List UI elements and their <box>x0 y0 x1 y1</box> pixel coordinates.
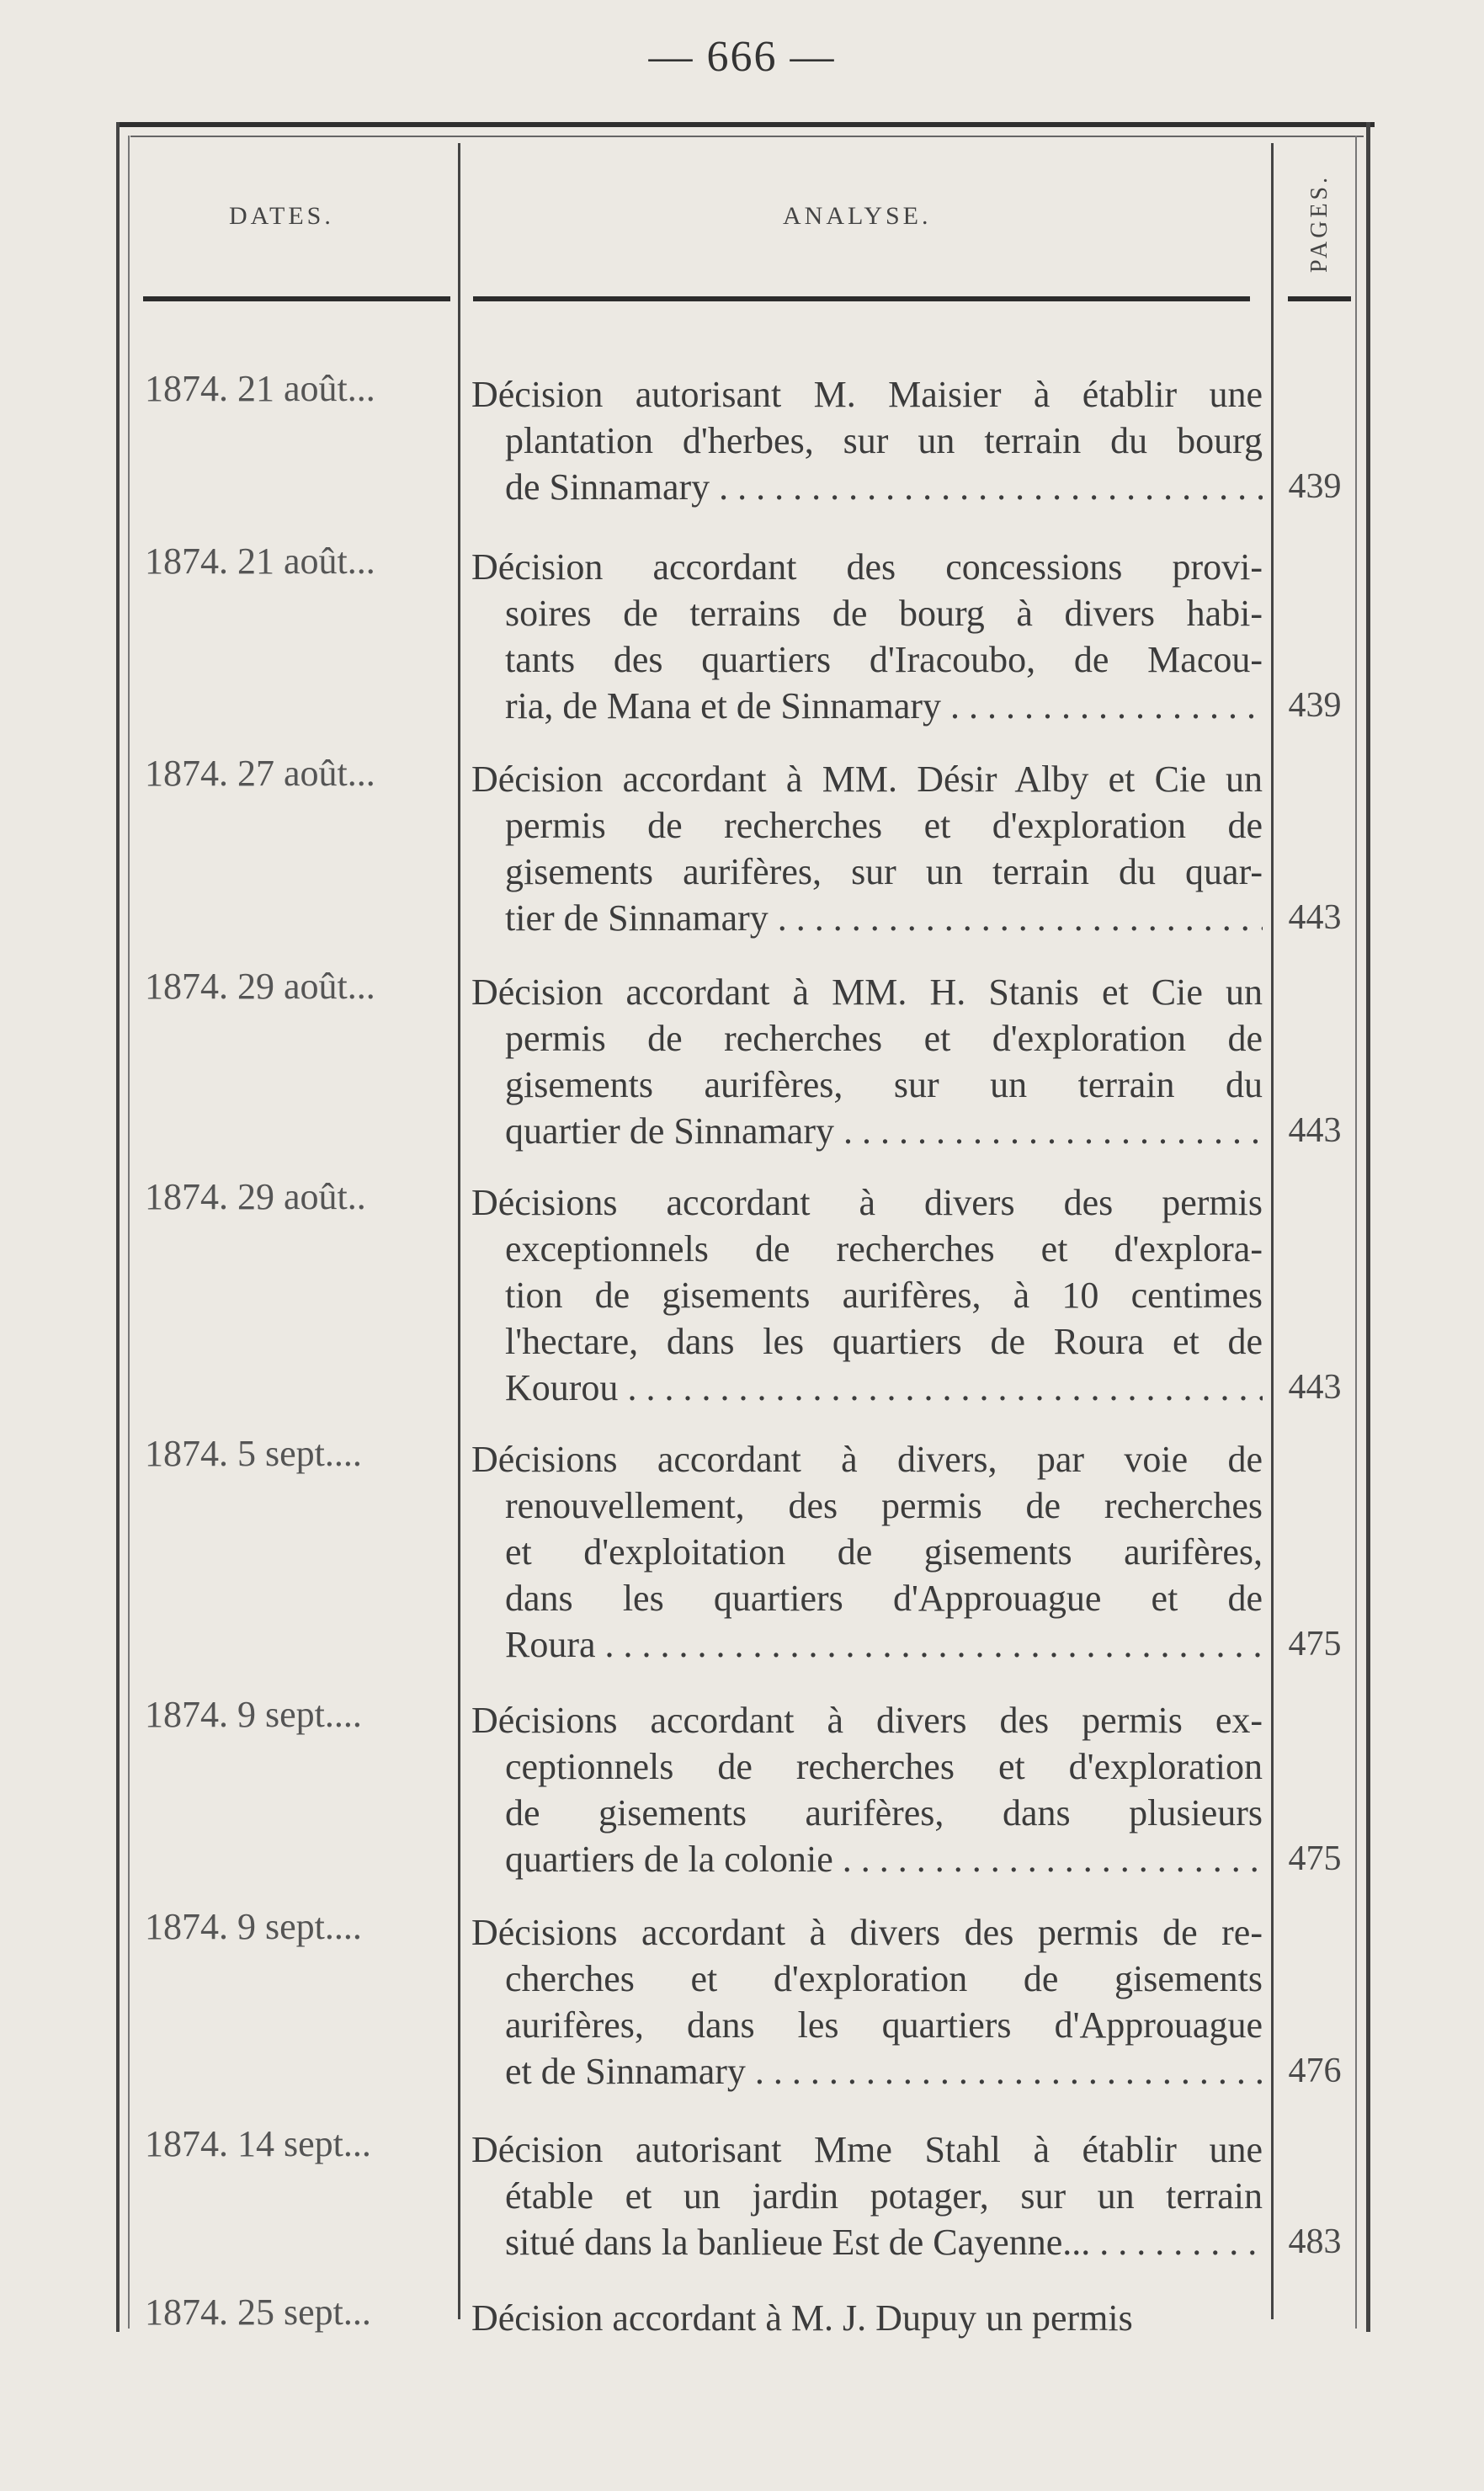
entry-date: 1874. 27 août... <box>145 753 375 794</box>
entry-analysis <box>471 969 1263 1154</box>
analysis-line: soires de terrains de bourg à divers habi- <box>505 593 1263 634</box>
entry-analysis <box>471 544 1263 729</box>
analysis-line: Décision accordant à M. J. Dupuy un permis <box>471 2297 1133 2339</box>
frame-left-rule <box>116 122 120 2332</box>
analysis-line: Décision autorisant Mme Stahl à établir une <box>471 2129 1263 2170</box>
entry-page-number: 475 <box>1288 1625 1342 1663</box>
header-analyse: ANALYSE. <box>783 202 932 230</box>
entry-analysis <box>471 756 1263 941</box>
analysis-line: étable et un jardin potager, sur un terrain <box>505 2175 1263 2217</box>
analysis-line: Décision accordant des concessions provi- <box>471 546 1263 588</box>
entry-date: 1874. 9 sept.... <box>145 1906 362 1947</box>
frame-right-rule <box>1366 122 1370 2332</box>
analysis-line: tion de gisements aurifères, à 10 centimes <box>505 1275 1263 1316</box>
analysis-line: l'hectare, dans les quartiers de Roura et de <box>505 1321 1263 1362</box>
analysis-line: Décisions accordant à divers des permis <box>471 1182 1263 1223</box>
entry-page-number: 443 <box>1288 898 1342 937</box>
analysis-line: permis de recherches et d'exploration de <box>505 805 1263 846</box>
analysis-line: permis de recherches et d'exploration de <box>505 1018 1263 1059</box>
analysis-line: cherches et d'exploration de gisements <box>505 1958 1263 1999</box>
analysis-line: ceptionnels de recherches et d'exploration <box>505 1746 1263 1787</box>
analysis-line: tier de Sinnamary . . . <box>471 895 1263 941</box>
analysis-line: Décisions accordant à divers des permis de re- <box>471 1912 1263 1953</box>
analysis-line: de gisements aurifères, dans plusieurs <box>505 1792 1263 1834</box>
entry-date: 1874. 21 août... <box>145 540 375 582</box>
analysis-line: Décisions accordant à divers, par voie de <box>471 1439 1263 1480</box>
frame-inner-left-rule <box>128 136 130 2329</box>
frame-top-rule <box>116 122 1375 127</box>
entry-page-number: 443 <box>1288 1368 1342 1407</box>
entry-date: 1874. 21 août... <box>145 368 375 409</box>
analysis-line: aurifères, dans les quartiers d'Approuague <box>505 2004 1263 2046</box>
column-divider-pages <box>1271 143 1274 2319</box>
analysis-line: Décisions accordant à divers des permis ex- <box>471 1700 1263 1741</box>
column-divider-dates <box>458 143 460 2319</box>
frame-inner-top-rule <box>130 136 1364 137</box>
entry-page-number: 439 <box>1288 467 1342 506</box>
entry-date: 1874. 5 sept.... <box>145 1433 362 1474</box>
analysis-line: gisements aurifères, sur un terrain du <box>505 1064 1263 1105</box>
header-pages: PAGES. <box>1306 173 1332 273</box>
frame-inner-right-rule <box>1355 136 1357 2329</box>
analysis-line: Décision accordant à MM. Désir Alby et Cie un <box>471 758 1263 800</box>
entry-date: 1874. 29 août.. <box>145 1176 366 1217</box>
entry-analysis <box>471 371 1263 510</box>
entry-page-number: 475 <box>1288 1839 1342 1878</box>
analysis-line: quartiers de la colonie . . . <box>471 1836 1263 1882</box>
analysis-line: Décision autorisant M. Maisier à établir une <box>471 374 1263 415</box>
entry-page-number: 476 <box>1288 2052 1342 2090</box>
entry-analysis <box>471 1909 1263 2094</box>
analysis-line: et d'exploitation de gisements aurifères, <box>505 1531 1263 1573</box>
analysis-line: Roura . . . <box>471 1621 1263 1668</box>
analysis-line: exceptionnels de recherches et d'explora- <box>505 1228 1263 1269</box>
analysis-line: et de Sinnamary . . . <box>471 2048 1263 2094</box>
entry-page-number: 439 <box>1288 686 1342 725</box>
analysis-line: situé dans la banlieue Est de Cayenne... . . . <box>471 2219 1263 2265</box>
entry-page-number: 483 <box>1288 2222 1342 2261</box>
analysis-line: renouvellement, des permis de recherches <box>505 1485 1263 1526</box>
analysis-line: plantation d'herbes, sur un terrain du bourg <box>505 420 1263 461</box>
analysis-line: dans les quartiers d'Approuague et de <box>505 1578 1263 1619</box>
entry-analysis <box>471 1697 1263 1882</box>
entry-analysis <box>471 2295 1263 2341</box>
header-rule-dates <box>143 296 450 301</box>
analysis-line: ria, de Mana et de Sinnamary . . . <box>471 683 1263 729</box>
page-number: — 666 — <box>648 33 836 81</box>
entry-page-number: 443 <box>1288 1111 1342 1150</box>
entry-analysis <box>471 2126 1263 2265</box>
analysis-line: quartier de Sinnamary . . . <box>471 1108 1263 1154</box>
analysis-line: Kourou . . . <box>471 1365 1263 1411</box>
analysis-line: Décision accordant à MM. H. Stanis et Cie un <box>471 971 1263 1013</box>
analysis-line: de Sinnamary . . . <box>471 464 1263 510</box>
entry-date: 1874. 29 août... <box>145 966 375 1007</box>
entry-date: 1874. 9 sept.... <box>145 1694 362 1735</box>
entry-date: 1874. 14 sept... <box>145 2123 371 2164</box>
header-rule-analyse <box>473 296 1250 301</box>
entry-analysis <box>471 1436 1263 1668</box>
analysis-line: gisements aurifères, sur un terrain du quar- <box>505 851 1263 892</box>
header-dates: DATES. <box>229 202 334 230</box>
analysis-line: tants des quartiers d'Iracoubo, de Macou- <box>505 639 1263 680</box>
header-rule-pages <box>1288 296 1351 301</box>
entry-analysis <box>471 1179 1263 1411</box>
entry-date: 1874. 25 sept... <box>145 2291 371 2333</box>
